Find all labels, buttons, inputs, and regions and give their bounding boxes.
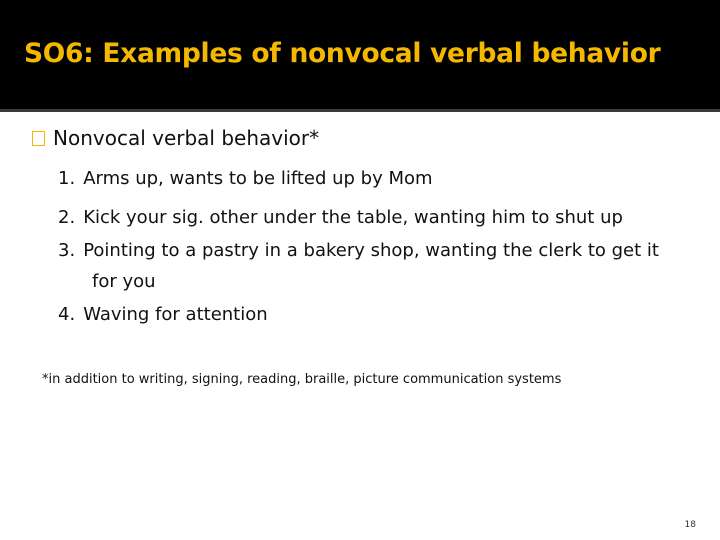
list-item: [58, 207, 623, 228]
main-bullet-text: Nonvocal verbal behavior*: [53, 126, 320, 150]
list-item: [58, 304, 268, 325]
list-item-number: 2.: [58, 207, 76, 228]
list-item-continuation: for you: [92, 271, 156, 292]
square-bullet-icon: [32, 131, 45, 146]
list-item-text: Waving for attention: [83, 304, 268, 325]
title-bar: [0, 0, 720, 112]
list-item-number: 3.: [58, 240, 76, 261]
page-number: 18: [684, 520, 696, 530]
list-item-text: Arms up, wants to be lifted up by Mom: [83, 168, 433, 189]
list-item: [58, 240, 659, 261]
list-item: [58, 168, 433, 189]
list-item-text: Kick your sig. other under the table, wanting him to shut up: [83, 207, 623, 228]
main-bullet: [32, 126, 319, 150]
list-item-number: 4.: [58, 304, 76, 325]
footnote: *in addition to writing, signing, reading, braille, picture communication systems: [42, 372, 562, 387]
list-item-text: Pointing to a pastry in a bakery shop, wanting the clerk to get it: [83, 240, 659, 261]
list-item-number: 1.: [58, 168, 76, 189]
slide-title: SO6: Examples of nonvocal verbal behavior: [24, 38, 661, 69]
